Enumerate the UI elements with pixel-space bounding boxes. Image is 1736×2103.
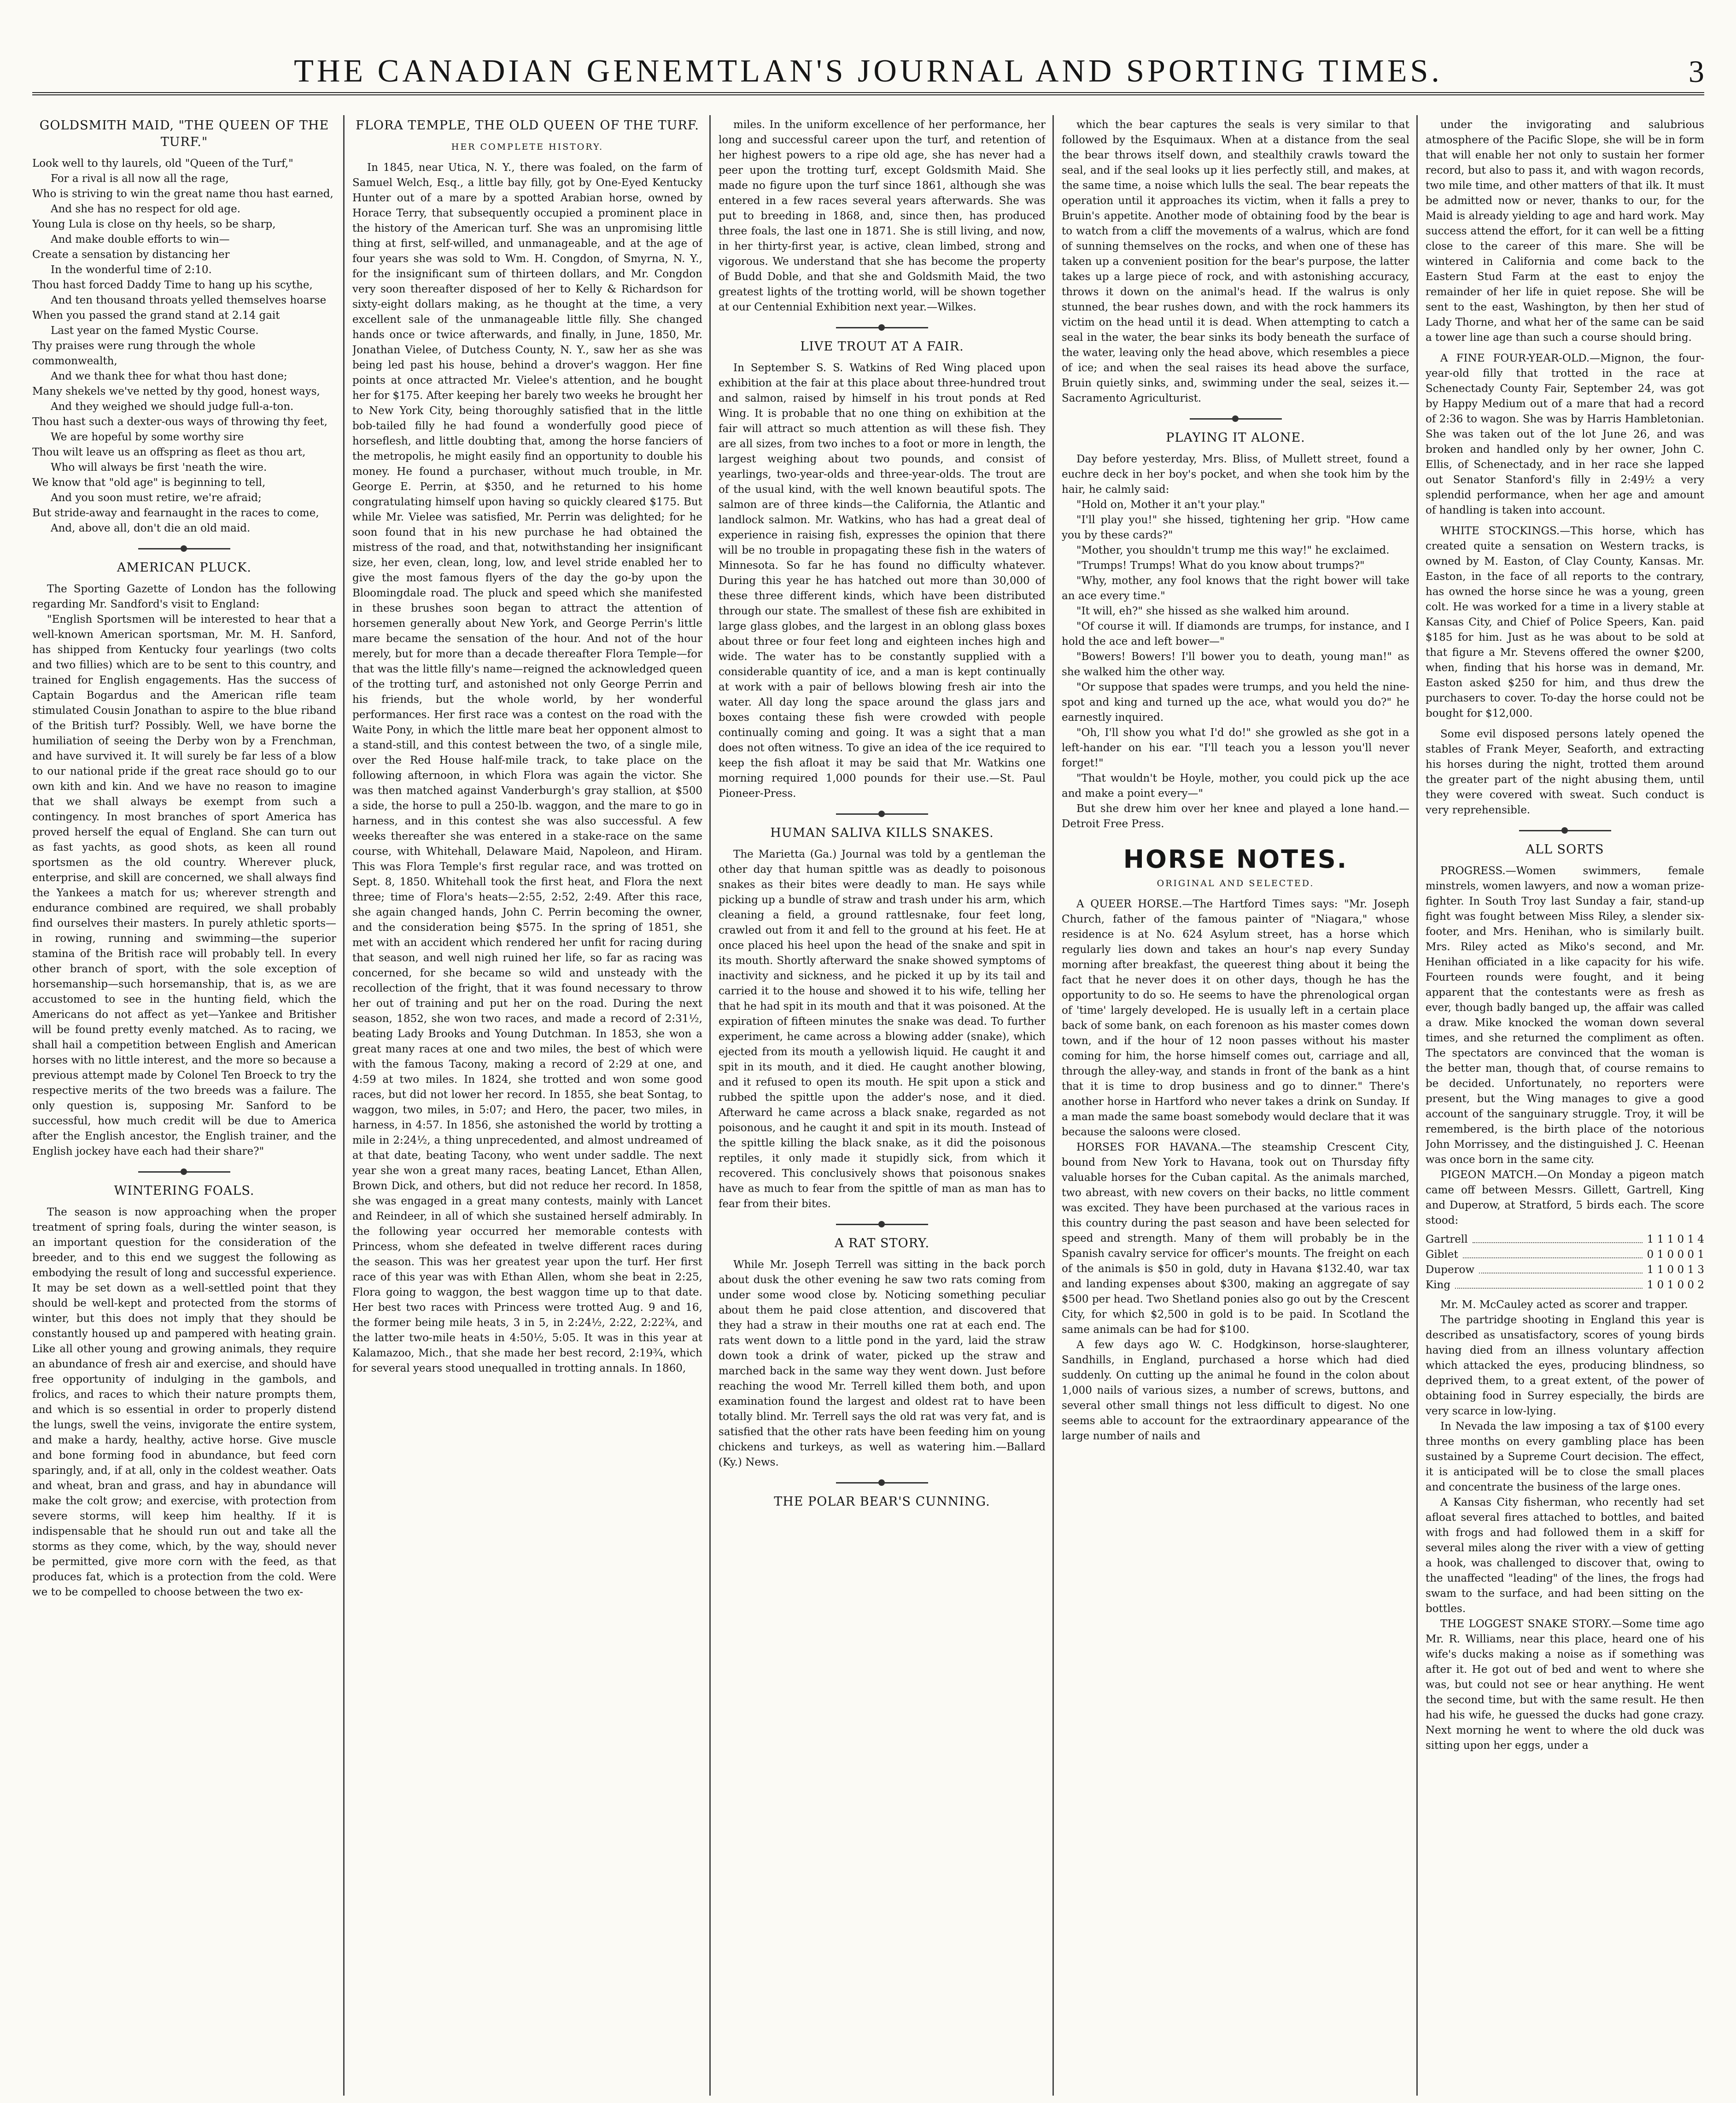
- paragraph: The Sporting Gazette of London has the following regarding Mr. Sandford's visit to England:: [32, 583, 336, 610]
- section-separator: [836, 813, 928, 815]
- paragraph: In September S. S. Watkins of Red Wing placed upon exhibition at the fair at this place about three-hundred trout and salmon, raised by himself in his trout ponds at Red Wing. It is probable that no one thing on exhibition at the fair will attract so much attention as will these fish. They are all sizes, from two inches to a foot or more in length, the largest weighing about two pounds, and consist of yearlings, two-year-olds and three-year-olds. The trout are of the usual kind, with the well known beautiful spots. The salmon are of three kinds—the California, the Atlantic and landlock salmon. Mr. Watkins, who has had a great deal of experience in raising fish, expresses the opinion that there will be no trouble in propagating these fish in the waters of Minnesota. So far he has found no difficulty whatever. During this year he has hatched out more than 30,000 of these three different kinds, which have been distributed through our state. The smallest of these fish are exhibited in large glass globes, and the largest in an oblong glass boxes about three or four feet long and eighteen inches high and wide. The water has to be constantly supplied with a considerable quantity of ice, and a man is kept continually at work with a pair of bellows blowing fresh air into the water. All day long the space around the glass jars and boxes containg these fish were crowded with people continually coming and going. It was a sight that a man does not often witness. To give an idea of the ice required to keep the fish afloat it may be said that Mr. Watkins one morning required 1,000 pounds for their use.—St. Paul Pioneer-Press.: [719, 362, 1046, 800]
- poem-line: Thou wilt leave us an offspring as fleet as thou art,: [32, 446, 306, 458]
- paragraph: PIGEON MATCH.—On Monday a pigeon match came off between Messrs. Gillett, Gartrell, King and Duperow, at Stratford, 5 birds each. The score stood:: [1426, 1169, 1704, 1227]
- article-body: [719, 1257, 1046, 1470]
- column-2: [352, 117, 702, 2093]
- poem-line: For a rival is all now all the rage,: [51, 173, 229, 185]
- paragraph: The season is now approaching when the proper treatment of spring foals, during the winter season, is an important question for the consideration of the breeder, and to this end we suggest the following as embodying the result of long and successful experience. It may be set down as a well-settled point that they should be well-kept and protected from the storms of winter, but this does not imply that they should be constantly housed up and pampered with heating grain. Like all other young and growing animals, they require an abundance of fresh air and exercise, and should have free opportunity of indulging in the gambols, and frolics, and races to which their nature prompts them, and which is so essential in order to properly distend the lungs, swell the veins, invigorate the entire system, and make a hardy, healthy, active horse. Give muscle and bone forming food in abundance, but feed corn sparingly, and, if at all, only in the coldest weather. Oats and wheat, bran and grass, and hay in abundance will make the colt grow; and exercise, with protection from severe storms, will keep him healthy. If it is indispensable that he should run out and take all the storms as they come, which, by the way, should never be permitted, give more corn with the feed, as that produces fat, which is a protection from the cold. Were we to be compelled to choose between the two ex-: [32, 1206, 336, 1598]
- article-title: LIVE TROUT AT A FAIR.: [800, 339, 964, 354]
- section-separator: [836, 327, 928, 328]
- score-row: [1426, 1247, 1704, 1262]
- article-body: [32, 1205, 336, 1600]
- column-rule: [343, 115, 345, 2096]
- paragraph: "Mother, you shouldn't trump me this way!" he exclaimed.: [1076, 544, 1390, 556]
- score-name: Gartrell: [1426, 1233, 1468, 1245]
- article-body: [1062, 117, 1409, 406]
- paragraph: "It will, eh?" she hissed as she walked him around.: [1076, 605, 1350, 617]
- score-value: 0 1 0 0 0 1: [1647, 1249, 1704, 1261]
- paragraph: In Nevada the law imposing a tax of $100 every three months on every gambling place has been sustained by a Supreme Court decision. The effect, it is anticipated will be to close the small places and concentrate the business of the large ones.: [1426, 1420, 1704, 1493]
- paragraph: "Bowers! Bowers! I'll bower you to death, young man!" as she walked him the other way.: [1062, 651, 1409, 678]
- score-name: King: [1426, 1279, 1451, 1291]
- horse-notes-subtitle: ORIGINAL AND SELECTED.: [1157, 878, 1315, 888]
- poem-line: We know that "old age" is beginning to tell,: [32, 477, 266, 489]
- paragraph: "Or suppose that spades were trumps, and you held the nine-spot and king and turned up the ace, what would you do?" he earnestly inquired.: [1062, 681, 1409, 724]
- poem-line: And you soon must retire, we're afraid;: [51, 492, 262, 504]
- article-body: [1426, 864, 1704, 1228]
- page-number: 3: [1689, 54, 1704, 89]
- poem-line: And make double efforts to win—: [51, 234, 230, 245]
- paragraph: WHITE STOCKINGS.—This horse, which has created quite a sensation on Western tracks, is owned by M. Easton, of Clay County, Kansas. Mr. Easton, in the face of all reports to the contrary, has owned the horse since he was a young, green colt. He was worked for a time in a livery stable at Kansas City, and Chief of Police Speers, Kan. paid $185 for him. Just as he was about to be sold at that figure a Mr. Stevens offered the owner $200, when, finding that his horse was in demand, Mr. Easton asked $250 for him, and thus drew the purchasers to cover. To-day the horse could not be bought for $12,000.: [1426, 525, 1704, 719]
- poem-line: When you passed the grand stand at 2.14 gait: [32, 310, 280, 321]
- leader-dots: [1473, 1232, 1642, 1243]
- section-separator: [1519, 830, 1611, 831]
- column-rule: [709, 115, 711, 2096]
- score-value: 1 1 0 0 1 3: [1647, 1264, 1704, 1276]
- poem-title: GOLDSMITH MAID, "THE QUEEN OF THE TURF.": [39, 118, 329, 149]
- poem-line: Young Lula is close on thy heels, so be sharp,: [32, 218, 276, 230]
- poem-line: Thou hast forced Daddy Time to hang up his scythe,: [32, 279, 313, 291]
- section-separator: [138, 1171, 230, 1173]
- paragraph: "Oh, I'll show you what I'd do!" she growled as she got in a left-hander on his ear. "I'll teach you a lesson you'll never forget!": [1062, 727, 1409, 769]
- article-body: [1426, 117, 1704, 345]
- section-separator: [836, 1224, 928, 1225]
- paragraph: A few days ago W. C. Hodgkinson, horse-slaughterer, Sandhills, in England, purchased a horse which had died suddenly. On cutting up the animal he found in the colon about 1,000 nails of various sizes, a number of screws, buttons, and several other small things not less difficult to digest. No one seems able to account for the extraordinary appearance of the large number of nails and: [1062, 1339, 1409, 1442]
- score-row: [1426, 1262, 1704, 1278]
- article-title: HUMAN SALIVA KILLS SNAKES.: [770, 826, 994, 840]
- poem-line: And ten thousand throats yelled themselves hoarse: [51, 294, 327, 306]
- article-title: WINTERING FOALS.: [114, 1184, 255, 1198]
- paragraph: miles. In the uniform excellence of her performance, her long and successful career upon the turf, and retention of her highest powers to a ripe old age, she has never had a peer upon the trotting turf, except Goldsmith Maid. She made no figure upon the turf since 1861, although she was entered in a few races several years afterwards. She was put to breeding in 1868, and, since then, has produced three foals, the last one in 1871. She is still living, and now, in her thirty-first year, is active, clean limbed, strong and vigorous. We understand that she has become the property of Budd Doble, and that she and Goldsmith Maid, the two greatest lights of the trotting world, will be shown together at our Centennial Exhibition next year.—Wilkes.: [719, 119, 1046, 313]
- paragraph: A Kansas City fisherman, who recently had set afloat several fires attached to bottles, and baited with frogs and had followed them in a skiff for several miles along the river with a view of getting a hook, was challenged to discover that, owing to the unaffected "leading" of the lines, the frogs had swam to the surface, and had been sitting on the bottles.: [1426, 1496, 1704, 1615]
- score-row: [1426, 1278, 1704, 1293]
- paragraph: "English Sportsmen will be interested to hear that a well-known American sportsman, Mr. M. H. Sanford, has shipped from Kentucky four yearlings (two colts and two fillies) which are to be sent to this country, and trained for English engagements. Has the success of Captain Bogardus and the American rifle team stimulated Cousin Jonathan to aspire to the blue riband of the British turf? Possibly. Well, we have borne the humiliation of seeing the Derby won by a Frenchman, and have survived it. It will surely be far less of a blow to our national pride if the great race should go to our own kith and kin. And we have no reason to imagine that we shall always be exempt from such a contingency. In most branches of sport America has proved herself the equal of England. She can turn out as fast yachts, as good shots, as keen all round sportsmen as the old country. Wherever pluck, enterprise, and skill are concerned, we shall always find the Yankees a match for us; wherever strength and endurance combined are required, we shall probably find ourselves their masters. In purely athletic sports—in rowing, running and swimming—the superior stamina of the British race will probably tell. In every other branch of sport, with the sole exception of horsemanship—such horsemanship, that is, as we are accustomed to see in the hunting field, which the Americans do not affect as yet—Yankee and Britisher will be found pretty evenly matched. As to racing, we shall hail a competition between English and American horses with no little interest, and the more so because a previous attempt made by Colonel Ten Broeck to try the respective merits of the two breeds was a failure. The only question is, supposing Mr. Sanford to be successful, how much credit will be due to America after the English ancestor, the English trainer, and the English jockey have each had their share?": [32, 613, 336, 1157]
- paragraph: "That wouldn't be Hoyle, mother, you could pick up the ace and make a point every—": [1062, 772, 1409, 800]
- paragraph: "I'll play you!" she hissed, tightening her grip. "How came you by these cards?": [1062, 514, 1409, 541]
- poem-line: And they weighed we should judge full-a-ton.: [51, 401, 294, 413]
- leader-dots: [1479, 1262, 1642, 1273]
- paragraph: "Trumps! Trumps! What do you know about trumps?": [1076, 560, 1365, 572]
- article-body: [719, 847, 1046, 1212]
- section-separator: [836, 1482, 928, 1484]
- article-body: [1426, 1297, 1704, 1753]
- column-rule: [1416, 115, 1418, 2096]
- article-title: PLAYING IT ALONE.: [1166, 431, 1305, 445]
- poem-line: Thy praises were rung through the whole commonwealth,: [32, 340, 256, 367]
- score-value: 1 1 1 0 1 4: [1647, 1233, 1704, 1245]
- column-5: [1426, 117, 1704, 2093]
- column-3: [719, 117, 1046, 2093]
- leader-dots: [1463, 1247, 1642, 1258]
- masthead: [32, 51, 1704, 95]
- paragraph: "Of course it will. If diamonds are trumps, for instance, and I hold the ace and left bower—": [1062, 620, 1409, 648]
- paragraph: A FINE FOUR-YEAR-OLD.—Mignon, the four-year-old filly that trotted in the race at Schenectady County Fair, September 24, was got by Happy Medium out of a mare that had a record of 2:36 to wagon. She was by Harris Hambletonian. She was taken out of the lot June 26, and was broken and handled only by her owner, John C. Ellis, of Schenectady, and in her race she lapped out Senator Stanford's filly in 2:49½ a very splendid performance, when her age and amount of handling is taken into account.: [1426, 352, 1704, 516]
- paragraph: which the bear captures the seals is very similar to that followed by the Esquimaux. When at a distance from the seal the bear throws itself down, and stealthily crawls toward the seal, and if the seal looks up it lies perfectly still, and makes, at the same time, a noise which lulls the seal. The bear repeats the operation until it approaches its victim, when it falls a prey to Bruin's appetite. Another mode of obtaining food by the bear is to watch from a cliff the movements of a walrus, which are fond of sunning themselves on the rocks, and when one of these has taken up a convenient position for the bear's purpose, the latter takes up a large piece of rock, and with astonishing accuracy, throws it down on the animal's head. If the walrus is only stunned, the bear rushes down, and with the rock hammers its victim on the head until it is dead. When attempting to catch a seal in the water, the bear sinks its body beneath the surface of the water, leaving only the head above, which resembles a piece of ice; and when the seal raises its head above the surface, Bruin quietly sinks, and, swimming under the seal, seizes it.—Sacramento Agriculturist.: [1062, 119, 1409, 404]
- article-body: [1062, 897, 1409, 1444]
- poem-line: And we thank thee for what thou hast done;: [51, 370, 287, 382]
- paragraph: Mr. M. McCauley acted as scorer and trapper.: [1440, 1299, 1688, 1311]
- paragraph: A QUEER HORSE.—The Hartford Times says: "Mr. Joseph Church, father of the famous painter of "Niagara," whose residence is at No. 624 Asylum street, has a horse which regularly lies down and takes an hour's nap every Sunday morning after breakfast, the queerest thing about it being the fact that he never does it on other days, though he has the opportunity to do so. He seems to have the phrenological organ of 'time' largely developed. He is usually left in a certain place back of some bank, on each forenoon as his master comes down town, and if the hour of 12 noon passes without his master coming for him, the horse himself comes out, carriage and all, through the alley-way, and stands in front of the bank as a hint that it is time to drop business and go to dinner." There's another horse in Hartford who never takes a drink on Sunday. If a man made the same boast somebody would declare that it was because the saloons were closed.: [1062, 898, 1409, 1138]
- article-body: [719, 361, 1046, 801]
- score-row: [1426, 1232, 1704, 1247]
- poem-line: Who will always be first 'neath the wire.: [51, 461, 267, 473]
- section-separator: [1190, 418, 1282, 420]
- poem-line: Who is striving to win the great name thou hast earned,: [32, 188, 333, 200]
- paragraph: "Why, mother, any fool knows that the right bower will take an ace every time.": [1062, 575, 1409, 602]
- paragraph: under the invigorating and salubrious atmosphere of the Pacific Slope, she will be in form that will enable her not only to sustain her former record, but also to pass it, and with wagon records, two mile time, and other matters of that ilk. It must be admitted now or never, thanks to our, for the Maid is already yielding to age and hard work. May success attend the effort, for it can well be a fitting close to the career of this mare. She will be wintered in California and come back to the Eastern Stud Farm at the east to enjoy the remainder of her life in quiet repose. She will be sent to the east, Washington, by then her stud of Lady Thorne, and what her of the same can be said a tower line age than such a course should bring.: [1426, 119, 1704, 344]
- score-name: Giblet: [1426, 1249, 1458, 1261]
- article-body: [352, 160, 702, 1376]
- column-4: [1062, 117, 1409, 2093]
- poem-line: But stride-away and fearnaught in the races to come,: [32, 507, 319, 519]
- paragraph: Day before yesterday, Mrs. Bliss, of Mullett street, found a euchre deck in her boy's pocket, and when she took him by the hair, he calmly said:: [1062, 453, 1409, 496]
- paragraph: Some evil disposed persons lately opened the stables of Frank Meyer, Seaforth, and extracting his horses during the night, trotted them around the greater part of the night abusing them, until they were covered with sweat. Such conduct is very reprehensible.: [1426, 728, 1704, 816]
- article-title: FLORA TEMPLE, THE OLD QUEEN OF THE TURF.: [356, 118, 699, 133]
- paragraph: THE LOGGEST SNAKE STORY.—Some time ago Mr. R. Williams, near this place, heard one of his wife's ducks making a noise as if something was after it. He got out of bed and went to where she was, but could not see or hear anything. He went the second time, but with the same result. He then had his wife, he guessed the ducks had gone crazy. Next morning he went to where the old duck was sitting upon her eggs, under a: [1426, 1618, 1704, 1752]
- score-value: 1 0 1 0 0 2: [1647, 1279, 1704, 1291]
- paragraph: "Hold on, Mother it an't your play.": [1076, 499, 1265, 511]
- poem-line: Look well to thy laurels, old "Queen of the Turf,": [32, 158, 293, 169]
- article-body: [32, 582, 336, 1159]
- paragraph: In 1845, near Utica, N. Y., there was foaled, on the farm of Samuel Welch, Esq., a little bay filly, got by One-Eyed Kentucky Hunter out of a mare by a spotted Arabian horse, owned by Horace Terry, that subsequently occupied a prominent place in the history of the American turf. She was an unpromising little thing at first, self-willed, and unmanageable, and at the age of four years she was sold to Wm. H. Congdon, of Smyrna, N. Y., for the insignificant sum of thirteen dollars, and Mr. Congdon very soon thereafter disposed of her to Kelly & Richardson for sixty-eight dollars making, as he thought at the time, a very excellent sale of the unmanageable little filly. She changed hands once or twice afterwards, and finally, in June, 1850, Mr. Jonathan Vielee, of Dutchess County, N. Y., saw her as she was being led past his house, behind a drover's waggon. Her fine points at once attracted Mr. Vielee's attention, and he bought her for $175. After keeping her barely two weeks he brought her to New York City, being thoroughly satisfied that in the little bob-tailed filly he had found a wonderfully good piece of horseflesh, and little doubting that, among the horse fanciers of the metropolis, he might easily find an opportunity to double his money. He found a purchaser, without much trouble, in Mr. George E. Perrin, at $350, and he returned to his home congratulating himself upon having so quickly cleared $175. But while Mr. Vielee was satisfied, Mr. Perrin was delighted; for he soon found that in his new purchase he had obtained the mistress of the road, and that, notwithstanding her insignificant size, her even, clean, long, low, and level stride enabled her to give the most famous flyers of the day the go-by upon the Bloomingdale road. The pluck and speed which she manifested in these brushes soon began to attract the attention of horsemen generally about New York, and George Perrin's little mare became the sensation of the hour. And not of the hour merely, but for more than a decade thereafter Flora Temple—for that was the little filly's name—reigned the acknowledged queen of the trotting turf, and astonished not only George Perrin and his friends, but the whole world, by her wonderful performances. Her first race was a contest on the road with the Waite Pony, in which the little mare beat her opponent almost to a stand-still, and this contest between the two, of a single mile, over the Red House half-mile track, to take place on the following afternoon, in which Flora was again the victor. She was then matched against Vanderburgh's gray stallion, at $500 a side, the horse to pull a 250-lb. waggon, and the mare to go in harness, and in this contest she was also successful. A few weeks thereafter she was entered in a stake-race on the same course, with Whitehall, Delaware Maid, Napoleon, and Hiram. This was Flora Temple's first regular race, and was trotted on Sept. 8, 1850. Whitehall took the first heat, and Flora the next three; time of Flora's heats—2:55, 2:52, 2:49. After this race, she again changed hands, John C. Perrin becoming the owner, and the consideration being $575. In the spring of 1851, she met with an accident which rendered her unfit for racing during that season, and well nigh ruined her life, so far as racing was concerned, for she became so wild and unsteady with the recollection of the fright, that it was found necessary to throw her out of training and put her on the road. During the next season, 1852, she won two races, and made a record of 2:31½, beating Lady Brooks and Young Dutchman. In 1853, she won a great many races at one and two miles, the best of which were with the famous Tacony, making a record of 2:29 at one, and 4:59 at two miles. In 1824, she trotted and won some good races, but did not lower her record. In 1855, she beat Sontag, to waggon, two miles, in 5:07; and Hero, the pacer, two miles, in harness, in 4:57. In 1856, she astonished the world by trotting a mile in 2:24½, a thing unprecedented, and almost undreamed of at that date, beating Tacony, who went under saddle. The next year she won a great many races, beating Lancet, Ethan Allen, Brown Dick, and others, but did not reduce her record. In 1858, she was engaged in a great many contests, mainly with Lancet and Reindeer, in all of which she sustained herself admirably. In the following year occurred her memorable contests with Princess, whom she defeated in twelve different races during the season. This was her greatest year upon the turf. Her first race of this year was with Ethan Allen, whom she beat in 2:25, Flora going to waggon, the best waggon time up to that date. Her best two races with Princess were trotted Aug. 9 and 16, the former being mile heats, 3 in 5, in 2:24½, 2:22, 2:22¾, and the latter two-mile heats in 4:50½, 5:05. It was in this year at Kalamazoo, Mich., that she made her best record, 2:19¾, which for several years stood unequalled in trotting annals. In 1860,: [352, 162, 702, 1374]
- pigeon-match-scores: [1426, 1232, 1704, 1293]
- section-separator: [138, 548, 230, 549]
- poem-line: And she has no respect for old age.: [51, 203, 241, 215]
- article-body: [1062, 452, 1409, 832]
- poem-line: We are hopeful by some worthy sire: [51, 431, 244, 443]
- poem-line: In the wonderful time of 2:10.: [51, 264, 212, 276]
- article-subtitle: HER COMPLETE HISTORY.: [451, 142, 604, 152]
- poem: [32, 156, 336, 536]
- paragraph: While Mr. Joseph Terrell was sitting in the back porch about dusk the other evening he saw two rats coming from under some wood close by. Noticing something peculiar about them he paid close attention, and discovered that they had a straw in their mouths one rat at each end. The rats went down to a little pond in the yard, laid the straw down took a drink of water, picked up the straw and marched back in the same way they went down. Just before reaching the wood Mr. Terrell killed them both, and upon examination found the largest and oldest rat to have been totally blind. Mr. Terrell says the old rat was very fat, and is satisfied that the other rats have been feeding him on young chickens and turkeys, as well as watering him.—Ballard (Ky.) News.: [719, 1259, 1046, 1468]
- article-title: AMERICAN PLUCK.: [117, 561, 251, 575]
- article-title: A RAT STORY.: [834, 1236, 930, 1250]
- score-name: Duperow: [1426, 1264, 1475, 1276]
- masthead-title: THE CANADIAN GENEMTLAN'S JOURNAL AND SPORTING TIMES.: [294, 53, 1443, 89]
- paragraph: PROGRESS.—Women swimmers, female minstrels, women lawyers, and now a woman prize-fighter. In South Troy last Sunday a fair, stand-up fight was fought between Miss Riley, a slender six-footer, and Mrs. Henihan, who is similarly built. Mrs. Riley acted as Miko's second, and Mr. Henihan officiated in a like capacity for his wife. Fourteen rounds were fought, and it being apparent that the contestants were as fresh as ever, though badly banged up, the affair was called a draw. Mike knocked the woman down several times, and she returned the compliment as often. The spectators are convinced that the woman is the better man, though that, of course remains to be decided. Unfortunately, no reporters were present, but the Wing manages to give a good account of the sanguinary struggle. Troy, it will be remembered, is the birth place of the notorious John Morrissey, and the distinguished J. C. Heenan was once born in the same city.: [1426, 865, 1704, 1166]
- article-title: THE POLAR BEAR'S CUNNING.: [774, 1495, 990, 1509]
- article-body: [719, 117, 1046, 315]
- poem-line: Create a sensation by distancing her: [32, 249, 230, 261]
- column-rule: [1052, 115, 1054, 2096]
- paragraph: The partridge shooting in England this year is described as unsatisfactory, scores of young birds having died from an illness voluntary affection which attacked the eyes, producing blindness, so deprived them, to a great extent, of the power of obtaining food in Surrey especially, the birds are very scarce in low-lying.: [1426, 1314, 1704, 1417]
- paragraph: But she drew him over her knee and played a lone hand.—Detroit Free Press.: [1062, 803, 1409, 830]
- poem-line: Thou hast such a dexter-ous ways of throwing thy feet,: [32, 416, 327, 428]
- leader-dots: [1455, 1278, 1642, 1289]
- paragraph: HORSES FOR HAVANA.—The steamship Crescent City, bound from New York to Havana, took out on Thursday fifty valuable horses for the Cuban capital. As the animals marched, two abreast, with new covers on their backs, no little comment was excited. They have been purchased at the various races in this country during the past season and have been selected for speed and strength. Many of them will probably be in the Spanish cavalry service for officer's mounts. The freight on each of the animals is $50 in gold, duty in Havana $132.40, war tax and landing expenses about $300, making an aggregate of say $500 per head. Two Shetland ponies also go out by the Crescent City, for which $2,500 in gold is to be paid. In Scotland the same animals can be had for $100.: [1062, 1141, 1409, 1336]
- paragraph: The Marietta (Ga.) Journal was told by a gentleman the other day that human spittle was as deadly to poisonous snakes as their bites were deadly to man. He says while picking up a bundle of straw and trash under his arm, which cleaning a field, a ground rattlesnake, four feet long, crawled out from it and fell to the ground at his feet. He at once placed his heel upon the head of the snake and spit in its mouth. Shortly afterward the snake showed symptoms of inactivity and sickness, and he picked it up by its tail and carried it to the house and showed it to his wife, telling her that he had spit in its mouth and that it was poisoned. At the expiration of fifteen minutes the snake was dead. To further experiment, he came across a blowing adder (snake), which ejected from its mouth a yellowish liquid. He caught it and spit in its mouth, and it died. He caught another blowing, and it refused to open its mouth. He spit upon a stick and rubbed the spittle upon the adder's nose, and it died. Afterward he came across a black snake, regarded as not poisonous, and he caught it and spit in its mouth. Instead of the spittle killing the black snake, as it did the poisonous reptiles, it only made it stupidly sick, from which it recovered. This conclusively shows that poisonous snakes have as much to fear from the spittle of man as man has to fear from their bites.: [719, 848, 1046, 1210]
- column-1: [32, 117, 336, 2093]
- poem-line: And, above all, don't die an old maid.: [51, 522, 251, 534]
- article-title: ALL SORTS: [1526, 842, 1604, 857]
- poem-line: Last year on the famed Mystic Course.: [51, 325, 259, 337]
- horse-notes-title: HORSE NOTES.: [1123, 845, 1348, 874]
- poem-line: Many shekels we've netted by thy good, honest ways,: [32, 386, 320, 397]
